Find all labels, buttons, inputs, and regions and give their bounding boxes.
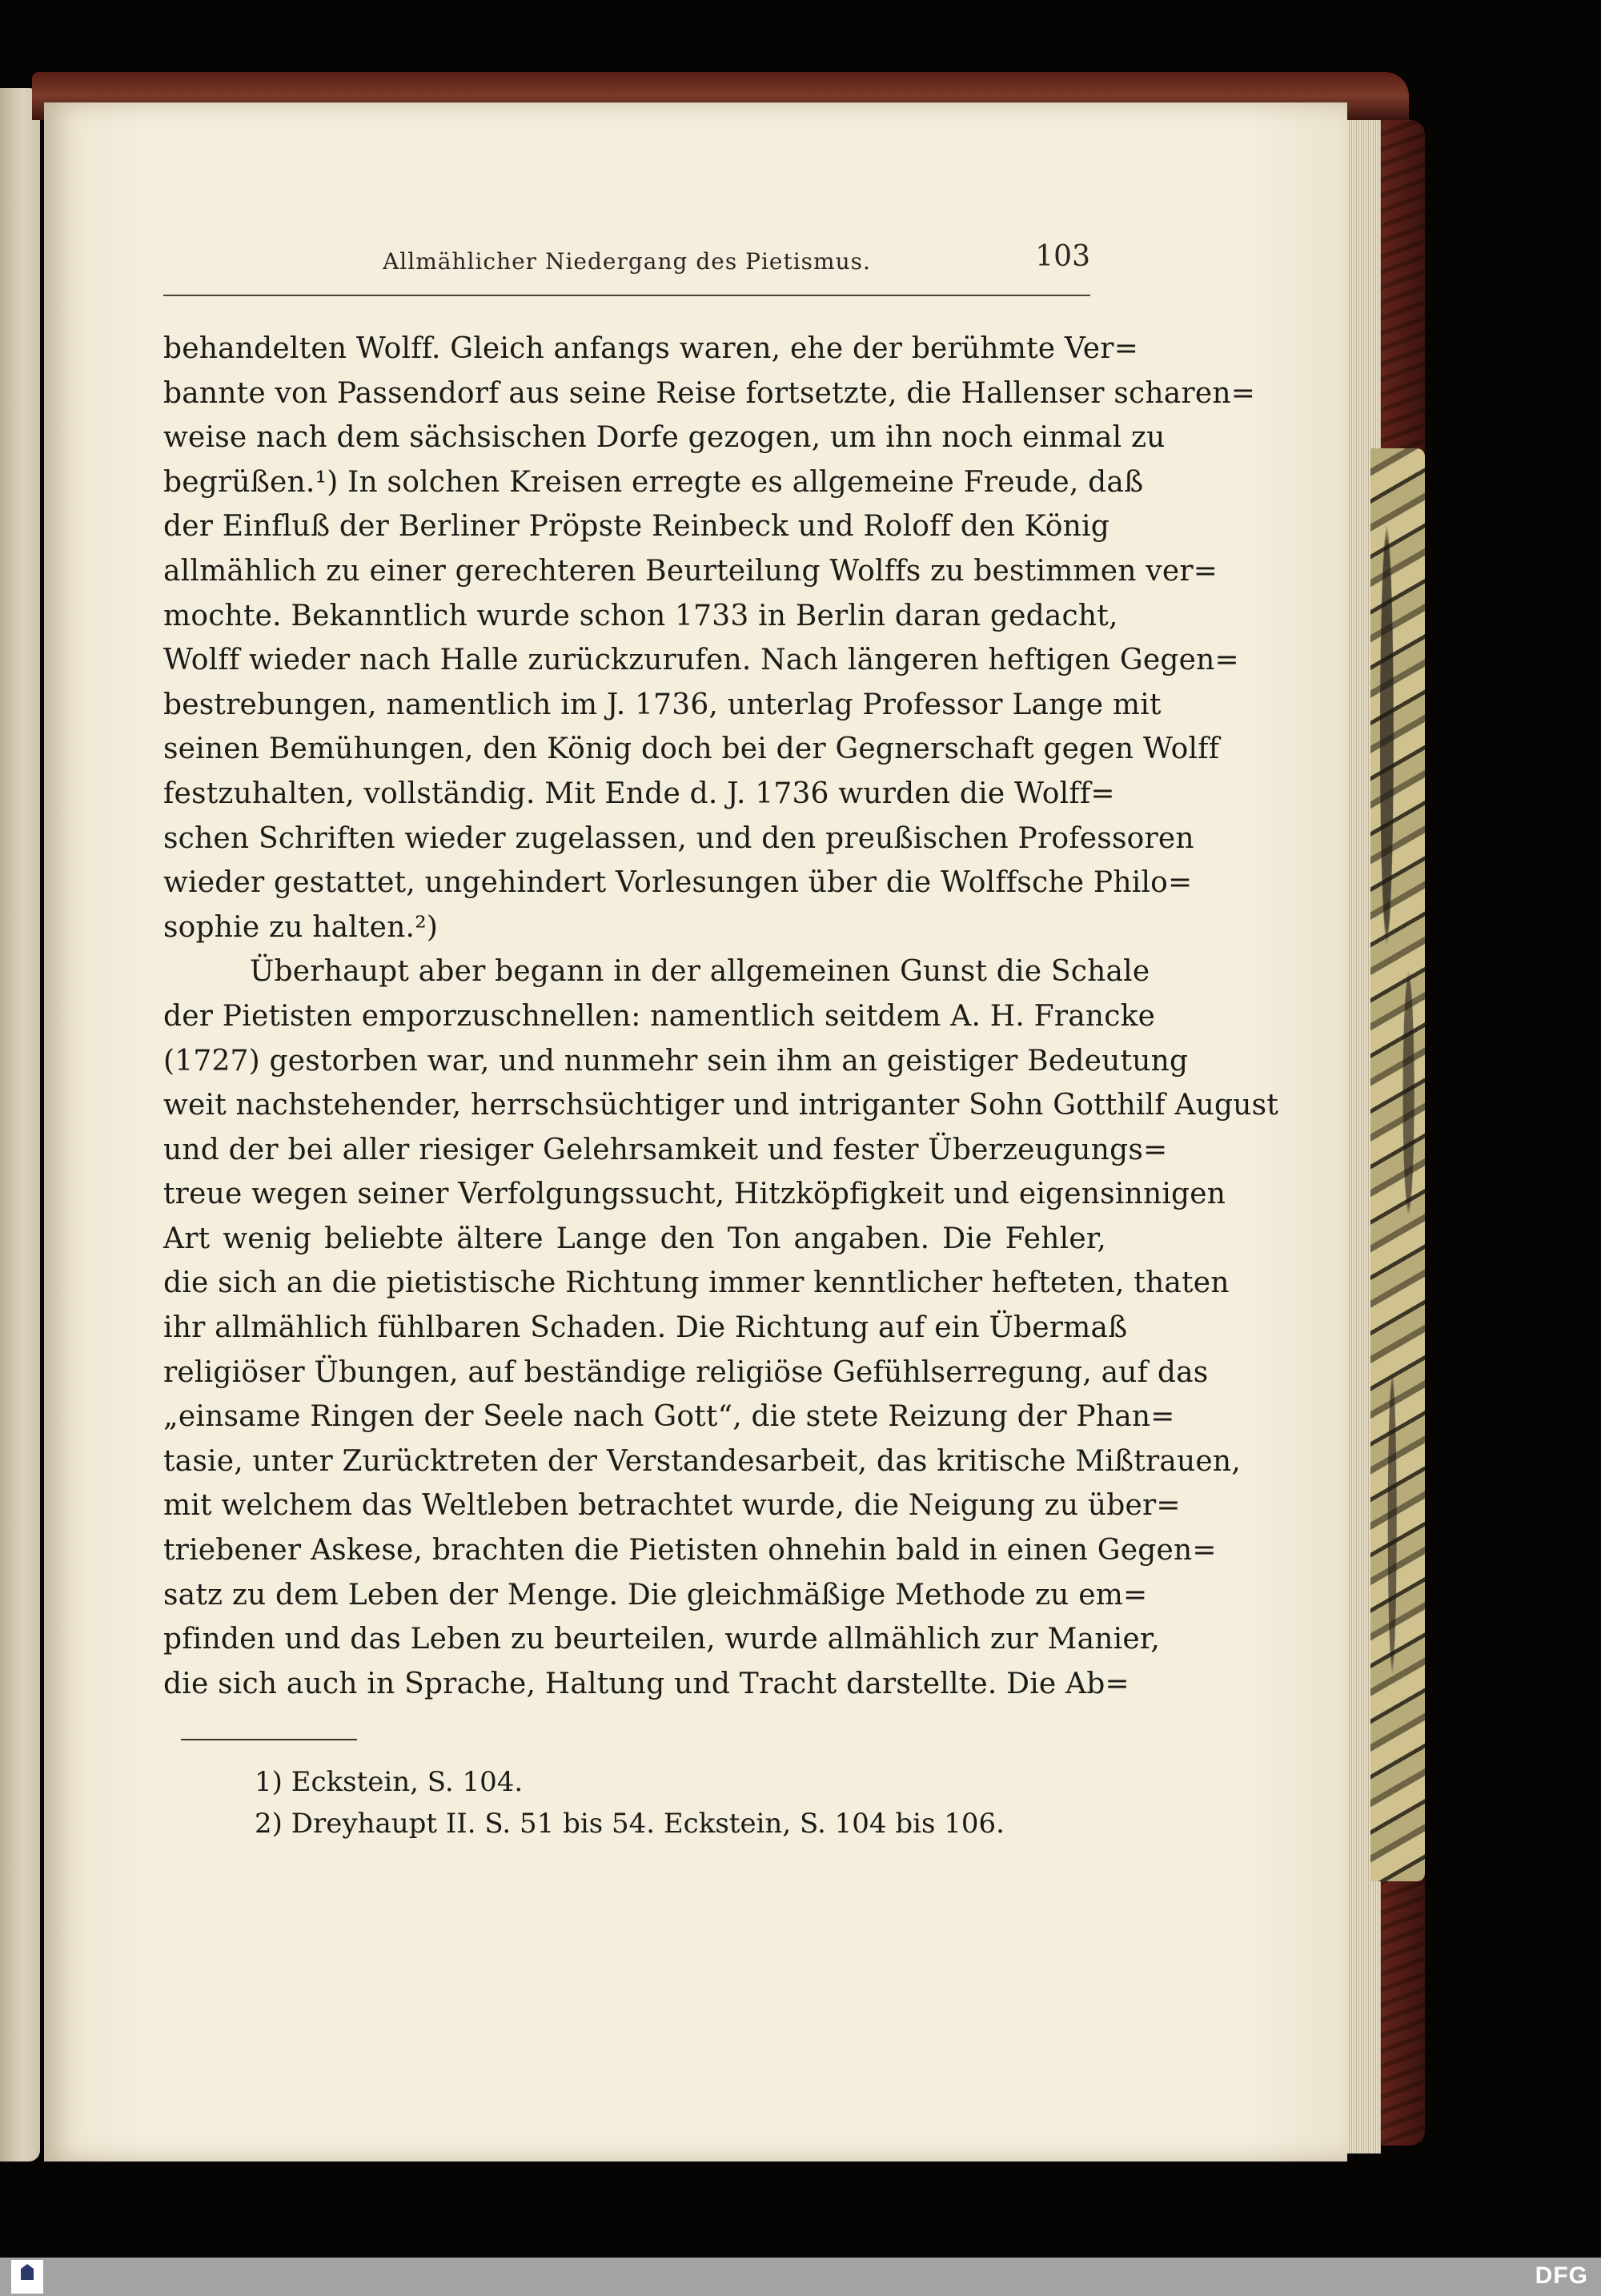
- text-line: allmählich zu einer gerechteren Beurteilung Wolffs zu bestimmen ver=: [163, 554, 1218, 588]
- text-line: behandelten Wolff. Gleich anfangs waren, ehe der berühmte Ver=: [163, 332, 1139, 365]
- footnote-rule: [181, 1739, 357, 1740]
- page-number: 103: [1035, 240, 1090, 273]
- body-text: [163, 327, 1278, 1706]
- text-line: der Pietisten emporzuschnellen: namentlich seitdem A. H. Francke: [163, 999, 1156, 1033]
- footnotes: [255, 1761, 1055, 1844]
- text-line: Überhaupt aber begann in der allgemeinen Gunst die Schale: [250, 955, 1150, 989]
- text-line: „einsame Ringen der Seele nach Gott“, die stete Reizung der Phan=: [163, 1400, 1175, 1434]
- text-line: und der bei aller riesiger Gelehrsamkeit und fester Überzeugungs=: [163, 1133, 1168, 1166]
- footnote: 2) Dreyhaupt II. S. 51 bis 54. Eckstein, S. 104 bis 106.: [255, 1808, 1005, 1840]
- text-line: bannte von Passendorf aus seine Reise fortsetzte, die Hallenser scharen=: [163, 376, 1256, 410]
- text-line: mochte. Bekanntlich wurde schon 1733 in Berlin daran gedacht,: [163, 599, 1118, 632]
- facing-page-edge: [0, 88, 40, 2162]
- text-line: mit welchem das Weltleben betrachtet wurde, die Neigung zu über=: [163, 1489, 1181, 1523]
- text-line: der Einfluß der Berliner Pröpste Reinbeck und Roloff den König: [163, 510, 1109, 544]
- text-line: religiöser Übungen, auf beständige religiöse Gefühlserregung, auf das: [163, 1355, 1209, 1389]
- text-line: pfinden und das Leben zu beurteilen, wurde allmählich zur Manier,: [163, 1623, 1160, 1656]
- scan-footer-bar: [0, 2258, 1601, 2296]
- header-rule: [163, 295, 1090, 296]
- text-line: schen Schriften wieder zugelassen, und den preußischen Professoren: [163, 821, 1194, 855]
- text-line: Wolff wieder nach Halle zurückzurufen. Nach längeren heftigen Gegen=: [163, 644, 1239, 677]
- marbled-cover-edge: [1370, 448, 1425, 1881]
- text-line: triebener Askese, brachten die Pietisten ohnehin bald in einen Gegen=: [163, 1534, 1217, 1567]
- text-line: weit nachstehender, herrschsüchtiger und intriganter Sohn Gotthilf August: [163, 1089, 1278, 1122]
- text-line: weise nach dem sächsischen Dorfe gezogen, um ihn noch einmal zu: [163, 421, 1166, 455]
- text-line: die sich an die pietistische Richtung immer kenntlicher hefteten, thaten: [163, 1266, 1230, 1300]
- text-line: seinen Bemühungen, den König doch bei der Gegnerschaft gegen Wolff: [163, 733, 1220, 766]
- text-line: bestrebungen, namentlich im J. 1736, unterlag Professor Lange mit: [163, 688, 1162, 721]
- text-line: tasie, unter Zurücktreten der Verstandesarbeit, das kritische Mißtrauen,: [163, 1444, 1241, 1478]
- footnote: 1) Eckstein, S. 104.: [255, 1766, 524, 1798]
- running-head: Allmählicher Niedergang des Pietismus.: [383, 248, 871, 275]
- text-line: (1727) gestorben war, und nunmehr sein ihm an geistiger Bedeutung: [163, 1044, 1189, 1078]
- text-line: sophie zu halten.²): [163, 910, 439, 944]
- page-header: [163, 234, 1090, 285]
- dfg-logo: DFG: [1535, 2262, 1588, 2289]
- text-line: treue wegen seiner Verfolgungssucht, Hitzköpfigkeit und eigensinnigen: [163, 1178, 1226, 1211]
- text-line: die sich auch in Sprache, Haltung und Tracht darstellte. Die Ab=: [163, 1667, 1130, 1700]
- text-line: begrüßen.¹) In solchen Kreisen erregte es allgemeine Freude, daß: [163, 465, 1144, 499]
- text-line: Art wenig beliebte ältere Lange den Ton angaben. Die Fehler,: [163, 1222, 1106, 1255]
- text-line: ihr allmählich fühlbaren Schaden. Die Richtung auf ein Übermaß: [163, 1311, 1128, 1345]
- text-line: wieder gestattet, ungehindert Vorlesungen über die Wolffsche Philo=: [163, 866, 1193, 900]
- text-line: satz zu dem Leben der Menge. Die gleichmäßige Methode zu em=: [163, 1578, 1148, 1612]
- text-line: festzuhalten, vollständig. Mit Ende d. J. 1736 wurden die Wolff=: [163, 777, 1115, 810]
